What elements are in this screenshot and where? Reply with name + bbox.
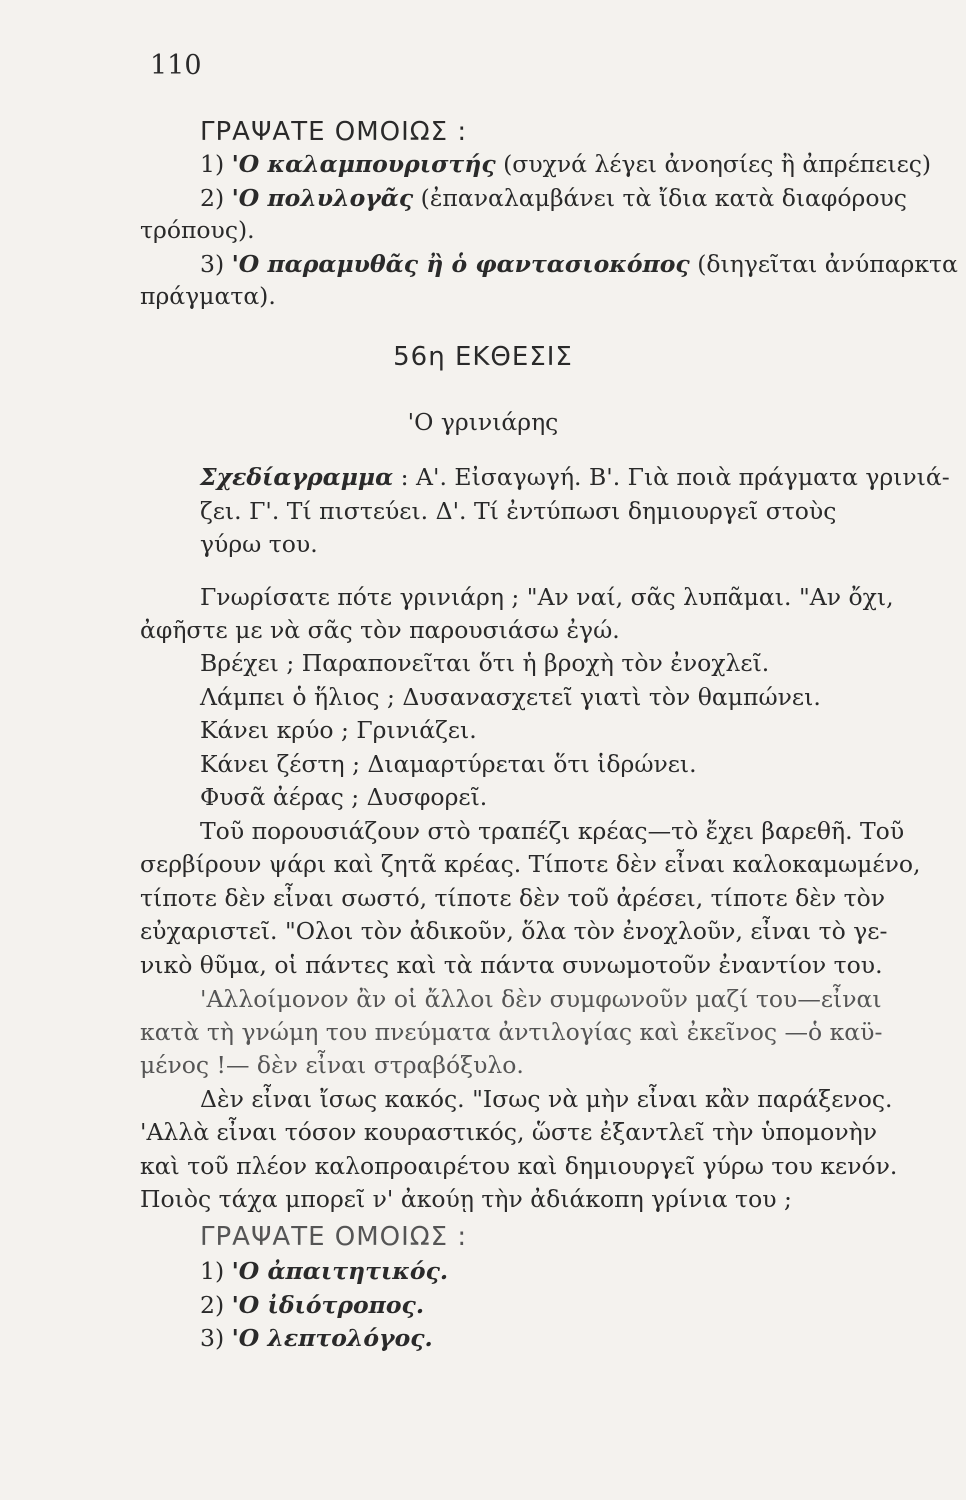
body-line: Τοῦ πορουσιάζουν στὸ τραπέζι κρέας—τὸ ἔχει βαρεθῆ. Τοῦ <box>200 817 905 845</box>
body-line: μένος !— δὲν εἶναι στραβόξυλο. <box>140 1051 524 1079</box>
essay-title: 'Ο γρινιάρης <box>407 408 559 436</box>
page-number: 110 <box>150 50 202 81</box>
section2-item-1 <box>200 1257 448 1285</box>
item-title: 'Ο παραμυθᾶς ἢ ὁ φαντασιοκόπος <box>231 250 690 278</box>
body-line: Κάνει ζέστη ; Διαμαρτύρεται ὅτι ἱδρώνει. <box>200 750 697 778</box>
item-title: 'Ο πολυλογᾶς <box>231 184 414 212</box>
section2-item-3 <box>200 1324 433 1352</box>
item-title: 'Ο ἀπαιτητικός. <box>231 1257 449 1285</box>
outline-line-1 <box>200 463 950 491</box>
outline-line-2: ζει. Γ'. Τί πιστεύει. Δ'. Τί ἐντύπωσι δημιουργεῖ στοὺς <box>200 497 837 525</box>
body-line: Γνωρίσατε πότε γρινιάρη ; "Αν ναί, σᾶς λυπᾶμαι. "Αν ὄχι, <box>200 583 894 611</box>
outline-label: Σχεδίαγραμμα <box>200 463 394 491</box>
body-line: ἀφῆστε με νὰ σᾶς τὸν παρουσιάσω ἐγώ. <box>140 616 620 644</box>
body-line: Φυσᾶ ἀέρας ; Δυσφορεῖ. <box>200 783 488 811</box>
item-number: 2) <box>200 184 225 212</box>
item-number: 2) <box>200 1291 225 1319</box>
section2-heading: ΓΡΑΨΑΤΕ ΟΜΟΙΩΣ : <box>200 1222 468 1252</box>
item-number: 3) <box>200 250 225 278</box>
body-line: κατὰ τὴ γνώμη του πνεύματα ἀντιλογίας καὶ ἐκεῖνος —ὁ καϋ- <box>140 1018 883 1046</box>
section1-item-2 <box>200 184 907 212</box>
item-number: 3) <box>200 1324 225 1352</box>
body-line: Βρέχει ; Παραπονεῖται ὅτι ἡ βροχὴ τὸν ἐνοχλεῖ. <box>200 649 770 677</box>
item-description: (συχνά λέγει ἀνοησίες ἢ ἀπρέπειες) <box>495 150 932 178</box>
body-line: 'Αλλὰ εἶναι τόσον κουραστικός, ὥστε ἐξαντλεῖ τὴν ὑπομονὴν <box>140 1118 877 1146</box>
body-line: τίποτε δὲν εἶναι σωστό, τίποτε δὲν τοῦ ἀρέσει, τίποτε δὲν τὸν <box>140 884 886 912</box>
outline-line-3: γύρω του. <box>200 530 318 558</box>
item-title: 'Ο λεπτολόγος. <box>231 1324 433 1352</box>
section2-item-2 <box>200 1291 424 1319</box>
section1-item-3-continued: πράγματα). <box>140 282 276 310</box>
body-line: νικὸ θῦμα, οἱ πάντες καὶ τὰ πάντα συνωμοτοῦν ἐναντίον του. <box>140 951 883 979</box>
item-description: (διηγεῖται ἀνύπαρκτα <box>689 250 958 278</box>
body-line: εὐχαριστεῖ. "Ολοι τὸν ἀδικοῦν, ὅλα τὸν ἐνοχλοῦν, εἶναι τὸ γε- <box>140 917 888 945</box>
body-line: Δὲν εἶναι ἴσως κακός. "Ισως νὰ μὴν εἶναι κἂν παράξενος. <box>200 1085 893 1113</box>
section1-item-1 <box>200 150 931 178</box>
item-number: 1) <box>200 150 225 178</box>
body-line: Λάμπει ὁ ἥλιος ; Δυσανασχετεῖ γιατὶ τὸν θαμπώνει. <box>200 683 821 711</box>
body-line: σερβίρουν ψάρι καὶ ζητᾶ κρέας. Τίποτε δὲν εἶναι καλοκαμωμένο, <box>140 850 921 878</box>
body-line: 'Αλλοίμονον ἂν οἱ ἄλλοι δὲν συμφωνοῦν μαζί του—εἶναι <box>200 985 882 1013</box>
body-line: καὶ τοῦ πλέον καλοπροαιρέτου καὶ δημιουργεῖ γύρω του κενόν. <box>140 1152 898 1180</box>
outline-text: : Α'. Εἰσαγωγή. Β'. Γιὰ ποιὰ πράγματα γρινιά- <box>393 463 950 491</box>
item-title: 'Ο ἰδιότροπος. <box>231 1291 425 1319</box>
essay-number: 56η ΕΚΘΕΣΙΣ <box>393 342 573 372</box>
item-title: 'Ο καλαμπουριστής <box>231 150 496 178</box>
item-description: (ἐπαναλαμβάνει τὰ ἴδια κατὰ διαφόρους <box>413 184 907 212</box>
section1-item-3 <box>200 250 958 278</box>
section1-item-2-continued: τρόπους). <box>140 216 255 244</box>
item-number: 1) <box>200 1257 225 1285</box>
section1-heading: ΓΡΑΨΑΤΕ ΟΜΟΙΩΣ : <box>200 117 468 147</box>
body-line: Κάνει κρύο ; Γρινιάζει. <box>200 716 477 744</box>
body-line: Ποιὸς τάχα μπορεῖ ν' ἀκούῃ τὴν ἀδιάκοπη γρίνια του ; <box>140 1185 792 1213</box>
